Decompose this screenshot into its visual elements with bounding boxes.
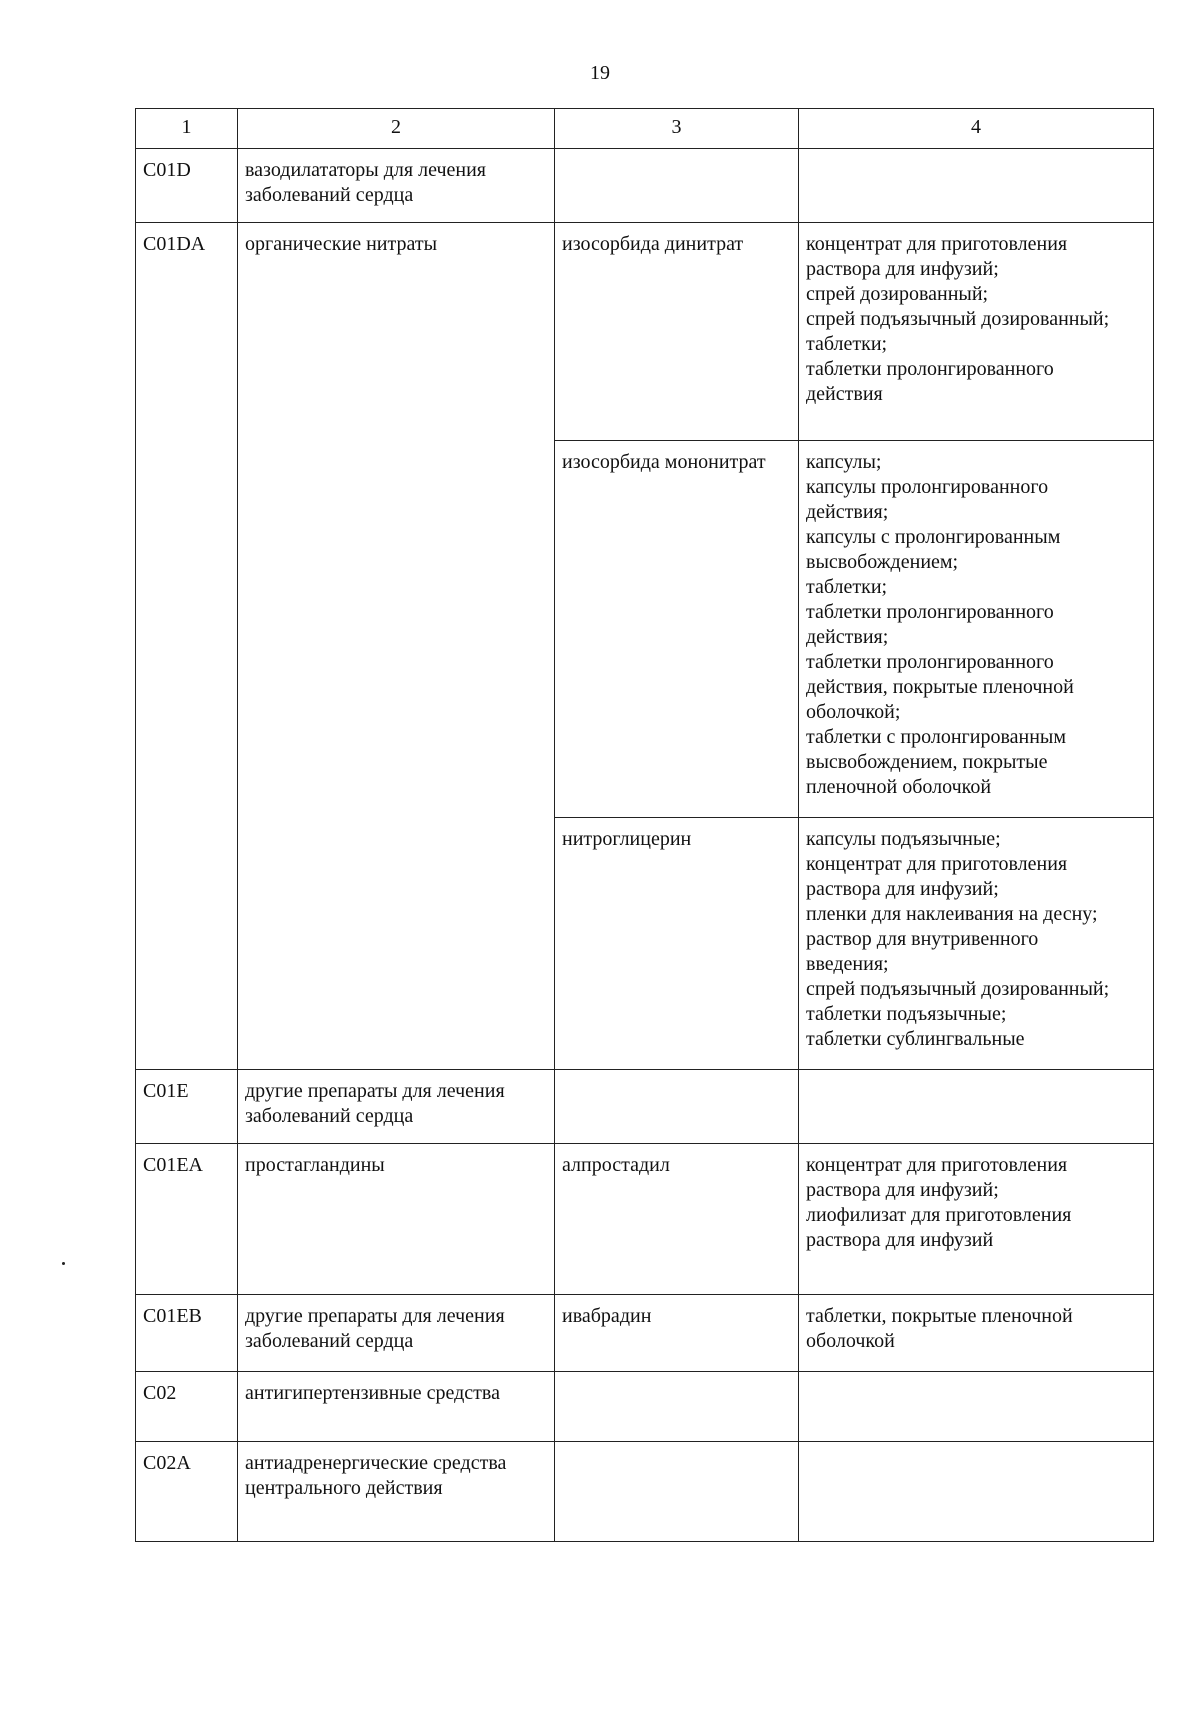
scan-speck [62,1262,65,1265]
dosage-form-line: концентрат для приготовления [806,233,1068,255]
group-name-cell [238,149,555,223]
dosage-form-line: капсулы; [806,451,882,473]
substance-cell [555,1372,799,1442]
dosage-form-line: действия; [806,501,889,523]
dosage-form-line: лиофилизат для приготовления [806,1204,1072,1226]
dosage-forms-cell [799,1144,1154,1295]
substance-cell: алпростадил [555,1144,799,1295]
group-name-line: антигипертензивные средства [245,1382,500,1404]
column-header-2: 2 [238,109,555,149]
group-name-line: вазодилататоры для лечения [245,159,486,181]
dosage-forms-cell [799,1070,1154,1144]
dosage-forms-cell [799,149,1154,223]
substance-cell [555,149,799,223]
atc-code-cell: C01DA [136,223,238,1070]
substance-cell: нитроглицерин [555,818,799,1070]
atc-code-cell: C01EA [136,1144,238,1295]
dosage-form-line: оболочкой [806,1330,895,1352]
table-row [136,149,1154,223]
dosage-form-line: высвобождением; [806,551,959,573]
dosage-form-line: введения; [806,953,889,975]
dosage-forms-cell [799,818,1154,1070]
dosage-form-line: таблетки подъязычные; [806,1003,1007,1025]
group-name-cell [238,1372,555,1442]
group-name-line: заболеваний сердца [245,1105,414,1127]
dosage-form-line: спрей подъязычный дозированный; [806,308,1110,330]
table-header-row [136,109,1154,149]
dosage-form-line: раствора для инфузий; [806,878,999,900]
column-header-1: 1 [136,109,238,149]
table-row [136,1372,1154,1442]
group-name-cell [238,1295,555,1372]
dosage-form-line: концентрат для приготовления [806,853,1068,875]
group-name-line: антиадренергические средства [245,1452,507,1474]
dosage-form-line: оболочкой; [806,701,901,723]
substance-cell: ивабрадин [555,1295,799,1372]
group-name-line: другие препараты для лечения [245,1305,505,1327]
dosage-form-line: пленочной оболочкой [806,776,992,798]
dosage-form-line: высвобождением, покрытые [806,751,1048,773]
table-row [136,1144,1154,1295]
atc-code-cell: C01EB [136,1295,238,1372]
dosage-form-line: действия; [806,626,889,648]
dosage-forms-cell [799,441,1154,818]
dosage-form-line: таблетки пролонгированного [806,651,1054,673]
dosage-form-line: капсулы подъязычные; [806,828,1001,850]
table-row [136,223,1154,441]
group-name-cell [238,1144,555,1295]
atc-code-cell: C01D [136,149,238,223]
dosage-form-line: спрей подъязычный дозированный; [806,978,1110,1000]
dosage-form-line: спрей дозированный; [806,283,989,305]
substance-cell: изосорбида мононитрат [555,441,799,818]
group-name-line: органические нитраты [245,233,438,255]
dosage-form-line: капсулы с пролонгированным [806,526,1061,548]
atc-code-cell: C02A [136,1442,238,1542]
group-name-line: заболеваний сердца [245,1330,414,1352]
drug-classification-table [135,108,1154,1542]
table-row [136,1295,1154,1372]
dosage-form-line: раствора для инфузий; [806,1179,999,1201]
column-header-4: 4 [799,109,1154,149]
dosage-form-line: таблетки; [806,576,888,598]
substance-cell [555,1442,799,1542]
dosage-form-line: таблетки сублингвальные [806,1028,1025,1050]
dosage-form-line: раствора для инфузий [806,1229,994,1251]
group-name-line: центрального действия [245,1477,443,1499]
dosage-forms-cell [799,1442,1154,1542]
group-name-cell [238,223,555,1070]
dosage-form-line: капсулы пролонгированного [806,476,1049,498]
dosage-form-line: пленки для наклеивания на десну; [806,903,1098,925]
dosage-form-line: действия [806,383,883,405]
column-header-3: 3 [555,109,799,149]
atc-code-cell: C02 [136,1372,238,1442]
dosage-form-line: раствор для внутривенного [806,928,1039,950]
dosage-form-line: таблетки, покрытые пленочной [806,1305,1073,1327]
page-number: 19 [590,62,610,84]
atc-code-cell: C01E [136,1070,238,1144]
dosage-forms-cell [799,1295,1154,1372]
dosage-forms-cell [799,223,1154,441]
dosage-form-line: таблетки пролонгированного [806,601,1054,623]
group-name-cell [238,1070,555,1144]
dosage-form-line: концентрат для приготовления [806,1154,1068,1176]
table-row [136,1070,1154,1144]
dosage-form-line: действия, покрытые пленочной [806,676,1074,698]
dosage-form-line: таблетки пролонгированного [806,358,1054,380]
group-name-line: заболеваний сердца [245,184,414,206]
dosage-forms-cell [799,1372,1154,1442]
dosage-form-line: таблетки; [806,333,888,355]
group-name-line: другие препараты для лечения [245,1080,505,1102]
substance-cell: изосорбида динитрат [555,223,799,441]
dosage-form-line: раствора для инфузий; [806,258,999,280]
substance-cell [555,1070,799,1144]
dosage-form-line: таблетки с пролонгированным [806,726,1067,748]
table-row [136,1442,1154,1542]
group-name-cell [238,1442,555,1542]
group-name-line: простагландины [245,1154,385,1176]
